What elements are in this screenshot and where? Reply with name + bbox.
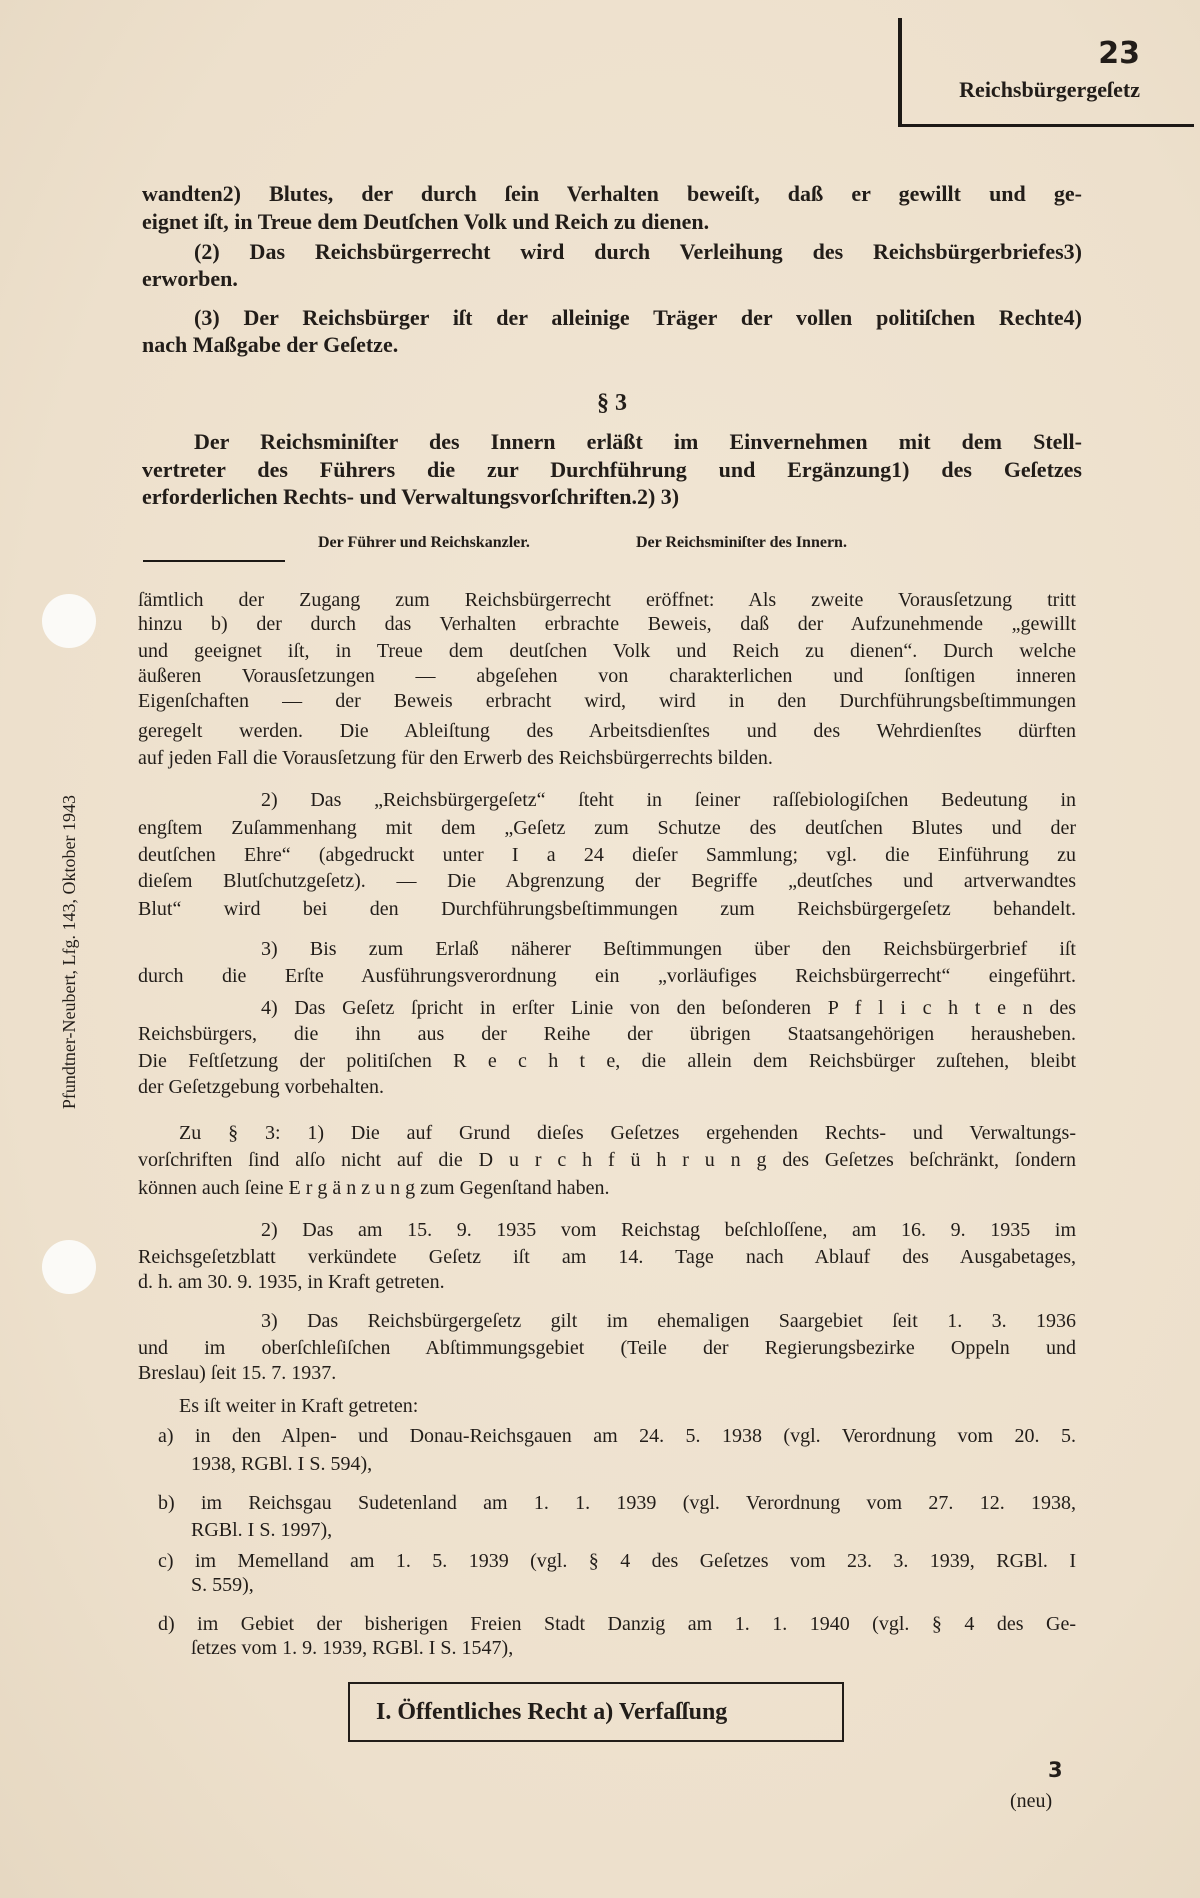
footnote-line: auf jeden Fall die Vorausſetzung für den Erwerb des Reichsbürgerrechts bilden. (138, 747, 773, 769)
footnote-line: 3) Das Reichsbürgergeſetz gilt im ehemaligen Saargebiet ſeit 1. 3. 1936 (261, 1310, 1076, 1332)
revision-note: (neu) (1010, 1790, 1053, 1812)
law-text-line: Der Reichsminiſter des Innern erläßt im Einvernehmen mit dem Stell- (194, 429, 1082, 454)
footnote-separator (143, 560, 285, 562)
section-box-label: I. Öffentliches Recht a) Verfaſſung (376, 1698, 728, 1725)
footnote-line: 3) Bis zum Erlaß näherer Beſtimmungen über den Reichsbürgerbrief iſt (261, 938, 1076, 960)
footnote-line: der Geſetzgebung vorbehalten. (138, 1076, 385, 1098)
footnote-line: Zu § 3: 1) Die auf Grund dieſes Geſetzes ergehenden Rechts- und Verwaltungs- (179, 1122, 1076, 1144)
sheet-number: 3 (1048, 1758, 1063, 1782)
footnote-line: ſämtlich der Zugang zum Reichsbürgerrecht eröffnet: Als zweite Vorausſetzung tritt (138, 589, 1076, 611)
footnote-line: 2) Das am 15. 9. 1935 vom Reichstag beſchloſſene, am 16. 9. 1935 im (261, 1219, 1076, 1241)
margin-citation: Pfundtner-Neubert, Lfg. 143, Oktober 1943 (59, 795, 79, 1110)
punch-hole (42, 1240, 96, 1294)
law-text-line: vertreter des Führers die zur Durchführung und Ergänzung1) des Geſetzes (142, 457, 1082, 482)
footnote-line: Reichsbürgers, die ihn aus der Reihe der übrigen Staatsangehörigen herausheben. (138, 1023, 1076, 1045)
list-item-line: b) im Reichsgau Sudetenland am 1. 1. 1939 (vgl. Verordnung vom 27. 12. 1938, (158, 1492, 1076, 1514)
footnote-line: deutſchen Ehre“ (abgedruckt unter I a 24 dieſer Sammlung; vgl. die Einführung zu (138, 844, 1076, 866)
list-item-line: ſetzes vom 1. 9. 1939, RGBl. I S. 1547), (191, 1637, 514, 1659)
law-text-line: (2) Das Reichsbürgerrecht wird durch Verleihung des Reichsbürgerbriefes3) (194, 239, 1082, 264)
header-horizontal-rule (898, 124, 1194, 127)
footnote-line: durch die Erſte Ausführungsverordnung ein „vorläufiges Reichsbürgerrecht“ eingeführt. (138, 965, 1076, 987)
signature-minister: Der Reichsminiſter des Innern. (636, 534, 847, 551)
footnote-line: äußeren Vorausſetzungen — abgeſehen von charakterlichen und ſonſtigen inneren (138, 665, 1076, 687)
page-number: 23 (1098, 36, 1140, 71)
footnote-line: 4) Das Geſetz ſpricht in erſter Linie von den beſonderen P f l i c h t e n des (261, 997, 1076, 1019)
footnote-line: 2) Das „Reichsbürgergeſetz“ ſteht in ſeiner raſſebiologiſchen Bedeutung in (261, 789, 1076, 811)
law-text-line: wandten2) Blutes, der durch ſein Verhalten beweiſt, daß er gewillt und ge- (142, 181, 1082, 206)
list-item-line: c) im Memelland am 1. 5. 1939 (vgl. § 4 des Geſetzes vom 23. 3. 1939, RGBl. I (158, 1550, 1076, 1572)
law-text-line: erforderlichen Rechts- und Verwaltungsvorſchriften.2) 3) (142, 484, 680, 509)
footnote-line: geregelt werden. Die Ableiſtung des Arbeitsdienſtes und des Wehrdienſtes dürften (138, 720, 1076, 742)
law-text-line: erworben. (142, 266, 238, 291)
footnote-line: vorſchriften ſind alſo nicht auf die D u r c h f ü h r u n g des Geſetzes beſchränkt, ſondern (138, 1149, 1076, 1171)
list-item-line: 1938, RGBl. I S. 594), (191, 1453, 373, 1475)
running-title: Reichsbürgergeſetz (959, 77, 1140, 102)
section-box (348, 1682, 844, 1742)
footnote-line: d. h. am 30. 9. 1935, in Kraft getreten. (138, 1271, 445, 1293)
footnote-line: Die Feſtſetzung der politiſchen R e c h t e, die allein dem Reichsbürger zuſtehen, bleibt (138, 1050, 1076, 1072)
footnote-line: Eigenſchaften — der Beweis erbracht wird, wird in den Durchführungsbeſtimmungen (138, 690, 1076, 712)
list-item-line: RGBl. I S. 1997), (191, 1519, 333, 1541)
list-item-line: d) im Gebiet der bisherigen Freien Stadt Danzig am 1. 1. 1940 (vgl. § 4 des Ge- (158, 1613, 1076, 1635)
footnote-line: Blut“ wird bei den Durchführungsbeſtimmungen zum Reichsbürgergeſetz behandelt. (138, 898, 1076, 920)
law-text-line: eignet iſt, in Treue dem Deutſchen Volk und Reich zu dienen. (142, 209, 710, 234)
punch-hole (42, 594, 96, 648)
law-text-line: nach Maßgabe der Geſetze. (142, 332, 399, 357)
footnote-line: Reichsgeſetzblatt verkündete Geſetz iſt am 14. Tage nach Ablauf des Ausgabetages, (138, 1246, 1076, 1268)
footnote-line: Breslau) ſeit 15. 7. 1937. (138, 1362, 337, 1384)
list-item-line: a) in den Alpen- und Donau-Reichsgauen am 24. 5. 1938 (vgl. Verordnung vom 20. 5. (158, 1425, 1076, 1447)
law-text-line: (3) Der Reichsbürger iſt der alleinige Träger der vollen politiſchen Rechte4) (194, 305, 1082, 330)
section-heading: § 3 (597, 390, 627, 416)
signature-fuehrer: Der Führer und Reichskanzler. (318, 534, 530, 551)
footnote-line: engſtem Zuſammenhang mit dem „Geſetz zum Schutze des deutſchen Blutes und der (138, 817, 1076, 839)
footnote-line: und im oberſchleſiſchen Abſtimmungsgebiet (Teile der Regierungsbezirke Oppeln und (138, 1337, 1076, 1359)
header-vertical-rule (898, 18, 902, 126)
footnote-line: dieſem Blutſchutzgeſetz). — Die Abgrenzung der Begriffe „deutſches und artverwandtes (138, 870, 1076, 892)
footnote-line: können auch ſeine E r g ä n z u n g zum Gegenſtand haben. (138, 1177, 610, 1199)
footnote-line: Es iſt weiter in Kraft getreten: (179, 1395, 419, 1417)
list-item-line: S. 559), (191, 1574, 254, 1596)
footnote-line: hinzu b) der durch das Verhalten erbrachte Beweis, daß der Aufzunehmende „gewillt (138, 613, 1076, 635)
footnote-line: und geeignet iſt, in Treue dem deutſchen Volk und Reich zu dienen“. Durch welche (138, 640, 1076, 662)
